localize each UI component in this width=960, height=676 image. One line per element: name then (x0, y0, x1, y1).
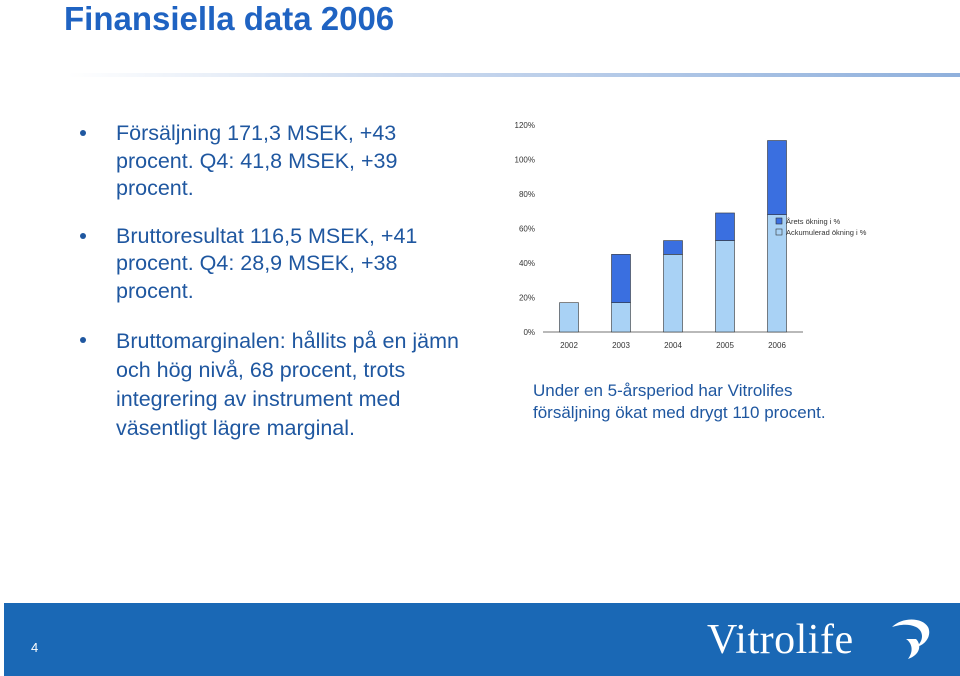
x-tick-label: 2006 (768, 341, 786, 350)
y-tick-label: 0% (523, 328, 535, 337)
bar-2005-annual (716, 213, 735, 241)
bar-2004-cumulative (664, 254, 683, 332)
title-underline (68, 73, 960, 77)
bullet-text: Bruttoresultat 116,5 MSEK, +41 procent. Q4: 28,9 MSEK, +38 procent. (116, 223, 418, 303)
y-tick-label: 20% (518, 293, 535, 303)
x-tick-label: 2003 (612, 341, 630, 350)
bar-2002-cumulative (560, 303, 579, 332)
legend-swatch (776, 229, 782, 235)
legend-label: Ackumulerad ökning i % (786, 228, 867, 237)
slide-title: Finansiella data 2006 (64, 0, 395, 37)
y-tick-label: 60% (518, 224, 535, 234)
bar-2003-annual (612, 254, 631, 302)
y-tick-label: 100% (514, 155, 535, 165)
bullet-text: Bruttomarginalen: hållits på en jämn och hög nivå, 68 procent, trots integrering av instrument med väsentligt lägre marginal. (116, 329, 459, 440)
bullet-dot-icon (80, 233, 86, 239)
y-tick-label: 120% (514, 121, 535, 130)
legend-swatch (776, 218, 782, 224)
bullet-list (80, 120, 475, 443)
growth-chart (500, 110, 940, 360)
footer-bar (4, 603, 960, 676)
x-tick-label: 2005 (716, 341, 734, 350)
bar-2006-annual (768, 141, 787, 215)
bullet-text: Försäljning 171,3 MSEK, +43 procent. Q4: 41,8 MSEK, +39 procent. (116, 121, 398, 200)
bullet-dot-icon (80, 130, 86, 136)
bar-2004-annual (664, 241, 683, 255)
bar-2003-cumulative (612, 303, 631, 332)
bar-2005-cumulative (716, 241, 735, 332)
x-tick-label: 2004 (664, 341, 682, 350)
chart-caption: Under en 5-årsperiod har Vitrolifes försäljning ökat med drygt 110 procent. (533, 381, 826, 422)
bullet-sales (80, 120, 475, 203)
bullet-dot-icon (80, 337, 86, 343)
y-tick-label: 80% (518, 190, 535, 199)
x-tick-label: 2002 (560, 341, 578, 350)
bullet-gross-margin (80, 327, 475, 443)
legend-label: Årets ökning i % (786, 217, 841, 226)
page-number: 4 (31, 640, 39, 655)
vitrolife-logo-icon (886, 615, 934, 663)
vitrolife-logo: Vitrolife (707, 617, 854, 663)
bullet-gross-profit (80, 223, 475, 306)
y-tick-label: 40% (518, 259, 535, 268)
